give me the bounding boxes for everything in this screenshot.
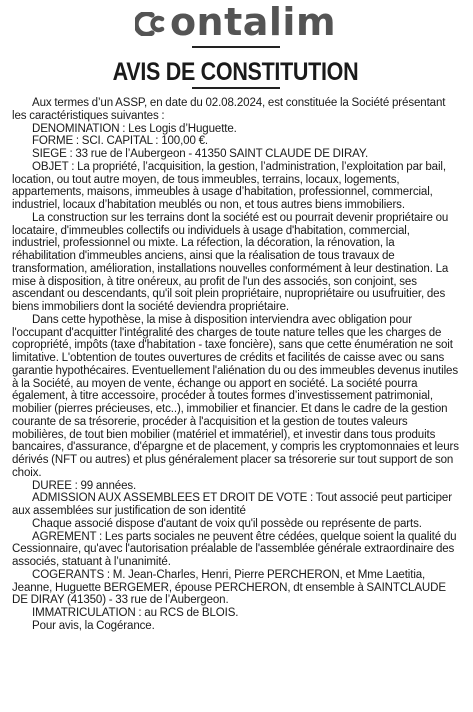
- notice-paragraph: ADMISSION AUX ASSEMBLEES ET DROIT DE VOTE : Tout associé peut participer aux assemblées sur justification de son identité: [12, 492, 452, 517]
- notice-paragraph: COGERANTS : M. Jean-Charles, Henri, Pierre PERCHERON, et Mme Laetitia, Jeanne, Huguette BERGEMER, épouse PERCHERON, dt ensemble à SAINTCLAUDE DE DIRAY (41350) - 33 rue de l’Aubergeon.: [12, 568, 446, 607]
- title-rule-bottom: [192, 87, 280, 89]
- notice-paragraph: La construction sur les terrains dont la société est ou pourrait devenir propriétaire ou locataire, d'immeubles collectifs ou individuels à usage d'habitation, commercial, industriel, professionnel ou mixte. La réfection, la décoration, la rénovation, la réhabilitation d'immeubles anciens, ainsi que la réalisation de tous travaux de transformation, amélioration, installations nouvelles conformément à leur destination. La mise à disposition, à titre onéreux, au profit de l'un des associés, son conjoint, ses ascendant ou descendants, qu'il soit plein propriétaire, nupropriétaire ou usufruitier, des biens immobiliers dont la société deviendra propriétaire.: [12, 211, 449, 313]
- notice-title: AVIS DE CONSTITUTION: [112, 58, 359, 86]
- notice-paragraph: OBJET : La propriété, l’acquisition, la gestion, l’administration, l’exploitation par bail, location, ou tout autre moyen, de tous immeubles, terrains, locaux, logements, appartements, maisons, immeubles à usage d’habitation, professionnel, commercial, industriel, locaux d’habitation meublés ou non, et tous autres biens immobiliers.: [12, 160, 446, 211]
- notice-paragraph: FORME : SCI. CAPITAL : 100,00 €.: [32, 135, 208, 148]
- notice-paragraph: AGREMENT : Les parts sociales ne peuvent être cédées, quelque soient la qualité du Cessionnaire, qu'avec l'autorisation préalable de l'assemblée générale extraordinaire des associés, statuant à l’unanimité.: [12, 530, 457, 568]
- notice-paragraph: DUREE : 99 années.: [32, 479, 137, 492]
- logo-wordmark: ontalim: [169, 0, 337, 44]
- contalim-logo: [135, 0, 337, 44]
- notice-paragraph: Chaque associé dispose d'autant de voix qu'il possède ou représente de parts.: [32, 517, 422, 530]
- notice-paragraph: DENOMINATION : Les Logis d’Huguette.: [32, 122, 237, 135]
- title-rule-top: [192, 46, 280, 48]
- notice-paragraph: IMMATRICULATION : au RCS de BLOIS.: [32, 607, 239, 619]
- notice-paragraph: Dans cette hypothèse, la mise à disposition interviendra avec obligation pour l'occupant d'acquitter l'intégralité des charges de toute nature telles que les charges de copropriété, impôts (taxe d'habitation - taxe foncière), sans que cette énumération ne soit limitative. L'obtention de toutes ouvertures de crédits et facilités de caisse avec ou sans garantie hypothécaires. Eventuellement l'aliénation du ou des immeubles devenus inutiles à la Société, au moyen de vente, échange ou apport en société. La société pourra également, à titre accessoire, procéder à toutes formes d’investissement patrimonial, mobilier (pierres précieuses, etc..), immobilier et financier. Et dans le cadre de la gestion courante de sa trésorerie, procéder à l'acquisition et la gestion de toutes valeurs mobilières, de tout bien mobilier (matériel et immatériel), et investir dans tous produits bancaires, d'assurance, d'épargne et de placement, y compris les cryptomonnaies et leurs dérivés (NFT ou autres) et plus généralement placer sa trésorerie sur tout support de son choix.: [12, 313, 459, 479]
- notice-paragraph: SIEGE : 33 rue de l’Aubergeon - 41350 SAINT CLAUDE DE DIRAY.: [32, 148, 369, 160]
- masthead: [12, 0, 459, 44]
- notice-body: [12, 97, 459, 633]
- notice-paragraph: Aux termes d’un ASSP, en date du 02.08.2024, est constituée la Société présentant les caractéristiques suivantes :: [12, 97, 446, 122]
- two-arc-c-icon: [135, 12, 169, 36]
- notice-paragraph: Pour avis, la Cogérance.: [32, 619, 155, 632]
